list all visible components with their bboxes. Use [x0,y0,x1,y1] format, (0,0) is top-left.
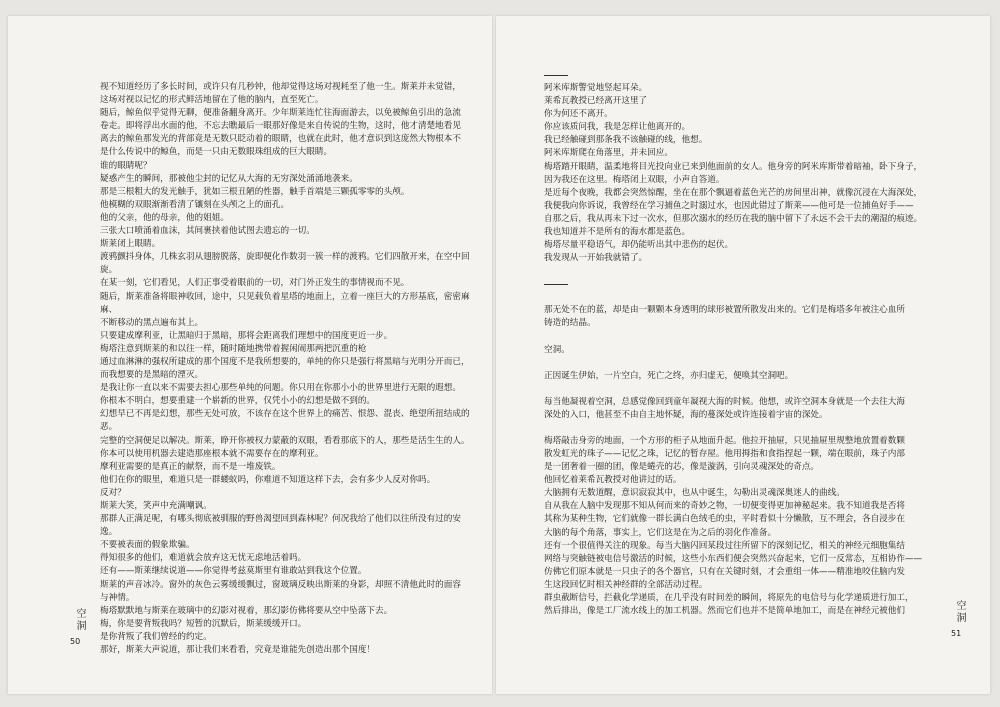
text-line: 你本可以使用机器去建造那座根本就不需要存在的摩利亚。 [100,448,324,459]
right-page-text [544,69,944,618]
text-line: 其称为某种生物，它们就像一群长满白色绒毛的虫，平时看似十分懒散，互不理会，各自浸步在 [544,514,905,525]
text-line: 你为何还不离开。 [544,109,613,120]
text-line: 斯莱的声音冰冷。窗外的灰色云雾缓缓飘过，窗玻璃反映出斯莱的身影，却照不清他此时的面容 [100,579,461,590]
text-line: 阿米库斯爬在角落里，并未回应。 [544,148,673,159]
left-page-number: 50 [70,637,81,646]
text-line: 那是三根粗大的发光触手，犹如三根丑陋的性器，触手首端是三颗孤零零的头颅。 [100,186,410,197]
right-page-number: 51 [951,629,962,638]
text-line: 随后，斯莱准备将眼神收回，途中，只见载负着星塔的地面上，立着一座巨大的方形基底，密密麻麻、 [100,291,470,315]
text-line: 卷走。即将浮出水面的他，不忘去瞧最后一眼那好像是来自传说的生物，这时，他才清楚地看见 [100,121,461,132]
text-line: 阿米库斯警觉地竖起耳朵。 [544,83,648,93]
text-line: 是我让你一直以来不需要去担心那些单纯的问题。你只用在你那小小的世界里进行无限的遐想。 [100,383,461,394]
left-page-text [100,81,470,657]
text-line: 每当他凝视着空洞，总感觉像回到童年凝视大海的时候。他想，或许空洞本身就是一个去往大海 [544,396,905,407]
text-line: 你应该质问我，我是怎样让他离开的。 [544,122,691,133]
text-line: 是近每个夜晚，我都会突然惊醒，坐在在那个飘逼着蓝色光芒的房间里出神，就像沉浸在大海深处， [544,187,923,198]
text-line: 疑惑产生的瞬间，那被他尘封的记忆从大海的无穷深处涌涌地袭来。 [100,173,358,184]
text-line: 梅塔默默地与斯莱在玻璃中的幻影对视着，那幻影仿佛将要从空中坠落下去。 [100,605,393,616]
text-line: 视不知道经历了多长时间，或许只有几秒钟，他却觉得这场对视耗至了他一生。斯莱并未觉错， [100,82,461,92]
text-line: 群虫截断信号，拦截化学递质，在几乎没有时间差的瞬间，将原先的电信号与化学递质进行加工， [544,593,914,603]
text-line: 不要被表面的假象欺骗。 [100,540,195,551]
text-line: 梅塔尽量平稳语气，却仍能听出其中悲伤的起伏。 [544,240,734,251]
text-line: 我发现从一开始我就错了。 [544,253,648,264]
text-line: 在某一刻，它们看见，人们正事受着眼前的一切，对门外正发生的事情视而不见。 [100,278,410,289]
text-line: 大脑拥有无数道醒，意识寂寂其中，也从中诞生，勾勒出灵魂深奥迷人的曲线。 [544,488,845,499]
text-line: 摩利亚需要的是真正的献祭，而不是一堆废铁。 [100,461,281,472]
text-line: 散发虹光的珠子——记忆之珠，记忆的暂存屋。他用拇指和食指捏起一颗，端在眼前，珠子内部 [544,448,905,459]
text-line: 是一团奢着一圈的团，像是蜷壳的芯，像是漩涡，引向灵魂深处的奇点。 [544,462,820,473]
section-separator [544,284,568,285]
text-line: 大脑的每个角落，事实上，它们这是在为之后的羽化作准备。 [544,527,777,538]
text-line: 渡鸦颤抖身体，几株玄羽从翅膀脱落，旋即便化作数羽一簇一样的渡鸦。它们四散开来，在空中回旋。 [100,252,470,276]
text-line: 不断移动的黑点遍布其上。 [100,317,204,328]
text-line: 与神情。 [100,592,135,603]
text-line: 逸。 [100,527,118,538]
right-page [496,16,990,694]
text-line: 那群人正满足呢，有哪头彻底被驯服的野兽渴望回到森林呢？何况我给了他们以往所没有过的安 [100,514,461,525]
text-line: 然后排出，像是工厂流水线上的加工机器。然而它们也并不是简单地加工，而是在神经元被他们 [544,606,905,617]
left-running-title: 空洞 [74,608,85,632]
text-line: 完整的空洞便足以解决。斯莱，睁开你被权力蒙蔽的双眼，看看那底下的人，那些是活生生的人。 [100,435,470,446]
text-line: 他们在你的眼里，难道只是一群蝼蚁吗，你难道不知道这样下去，会有多少人反对你吗。 [100,474,436,485]
text-line: 莱希瓦教授已经离开这里了 [544,96,648,107]
text-line: 而我想要的是黑暗的湮灭。 [100,370,204,381]
text-line: 梅，你是要背叛我吗？短暂的沉默后，斯莱缓缓开口。 [100,618,307,629]
text-line: 只要建成摩利亚，让黑暗归于黑暗，那将会距离我们理想中的国度更近一步。 [100,330,393,341]
text-line: 得知很多的他们，难道就会放弃这无忧无虑地活着吗。 [100,553,307,564]
text-block [544,304,944,330]
text-line: 离去的鲸鱼那发光的背部竟是无数只眨动着的眼睛，也就在此时，他才意识到这庞然大物根本不 [100,134,461,145]
text-line: 那无处不在的蓝，却是由一颗颗本身透明的球形被置所散发出来的。它们是梅塔多年被注心血所 [544,305,905,316]
text-line: 他的父亲，他的母亲，他的姐姐。 [100,212,229,223]
text-line: 三张大口喷涌着血沫，其间裹挟着他试图去遗忘的一切。 [100,226,315,237]
text-line: 仿佛它们原本就是一只虫子的各个器官，只有在关键时刻，才会重组一体——精准地咬住脑内发 [544,566,905,577]
text-line: 反对？ [100,487,126,498]
text-line: 我已经触碰到那条我不该触碰的线，他想。 [544,135,708,146]
text-line: 是你背叛了我们曾经的约定。 [100,631,212,642]
text-line: 生这段回忆时相关神经群的全部活动过程。 [544,579,708,590]
section-separator [544,75,568,76]
text-line: 他模糊的双眼渐渐看清了镶刻在头颅之上的面孔。 [100,199,290,210]
text-line: 正因诞生伊始，一片空白，死亡之终，亦归虚无，便唤其空洞吧。 [544,370,794,381]
right-running-title: 空洞 [954,600,965,624]
text-line: 斯莱闭上眼睛。 [100,239,161,250]
text-line: 自从我在人脑中发现那不知从何而来的奇妙之物，一切便变得更加神秘起来。我不知道我是否将 [544,501,905,512]
text-line: 那好，斯莱大声说道，那让我们来看看，究竟是谁能先创造出那个国度！ [100,645,376,656]
text-block [544,435,944,618]
text-block [544,396,944,422]
text-line: 通过血淋淋的强权所建成的那个国度不是我所想要的，单纯的你只是强行将黑暗与光明分开而已， [100,356,470,367]
text-line: 随后，鲸鱼似乎觉得无聊，便准备翻身离开。少年斯莱连忙往海面游去，以免被鲸鱼引出的急流 [100,108,461,119]
text-line: 谁的眼睛呢？ [100,160,152,171]
text-line: 你根本不明白，想要重建一个崭新的世界，仅凭小小的幻想是做不到的。 [100,396,376,407]
text-line: 还有——斯莱继续说道——你觉得考兹莫斯里有谁敢站到我这个位置。 [100,566,367,577]
text-line: 这场对视以记忆的形式鲜活地留在了他的脑内，直至死亡。 [100,95,324,106]
text-line: 空洞。 [544,344,570,355]
text-line: 我便我向你诉说，我曾经在学习捕鱼之时溺过水，也因此错过了斯莱——他可是一位捕鱼好手—— [544,200,914,211]
text-line: 梅塔注意到斯莱的和以往一样，随时随地携带着握闲闹那两把沉重的枪 [100,343,367,354]
text-line: 还有一个很值得关注的现象。每当大脑闪回某段过往所留下的深刻记忆，相关的神经元细胞集结 [544,540,905,551]
text-line: 梅塔敲击身旁的地面，一个方形的柜子从地面升起。他拉开抽屉，只见抽屉里规整地放置着数颗 [544,435,905,446]
text-line: 铸造的结晶。 [544,318,596,329]
text-line: 梅塔踏开眼睛，温柔地将目光投向业已来到他面前的女人。他身旁的阿米库斯带着暗袖，卧下身子， [544,161,923,172]
text-line: 网络与突触链被电信号激活的时候，这些小东西们便会突然兴奋起来，它们一反常态，互相协作—— [544,553,923,564]
text-block [544,82,944,265]
text-line: 我也知道并不是所有的海水都是蓝色。 [544,227,691,238]
text-block [544,344,944,357]
text-line: 幻想早已不再是幻想，那些无处可放，不该存在这个世界上的痛苦、恨怨、混丧、绝望所扭结成的恶。 [100,409,470,433]
text-line: 深处的入口，他甚至不由自主地怀疑，海的蔓深处或许连接着宇宙的深处。 [544,409,828,420]
text-line: 斯莱大笑，笑声中充满嘲讽。 [100,501,212,511]
left-page [8,16,492,694]
text-block [544,370,944,383]
text-line: 是什么传说中的鲸鱼，而是一只由无数眼珠组成的巨大眼睛。 [100,147,333,158]
text-line: 他回忆着莱希瓦教授对他讲过的话。 [544,475,682,486]
text-line: 自那之后，我从再未下过一次水，但那次溺水的经历在我的脑中留下了永远不会干去的潮湿的痕迹。 [544,213,923,224]
text-line: 因为我还在这里。梅塔闭上双眼，小声自答道。 [544,174,725,185]
